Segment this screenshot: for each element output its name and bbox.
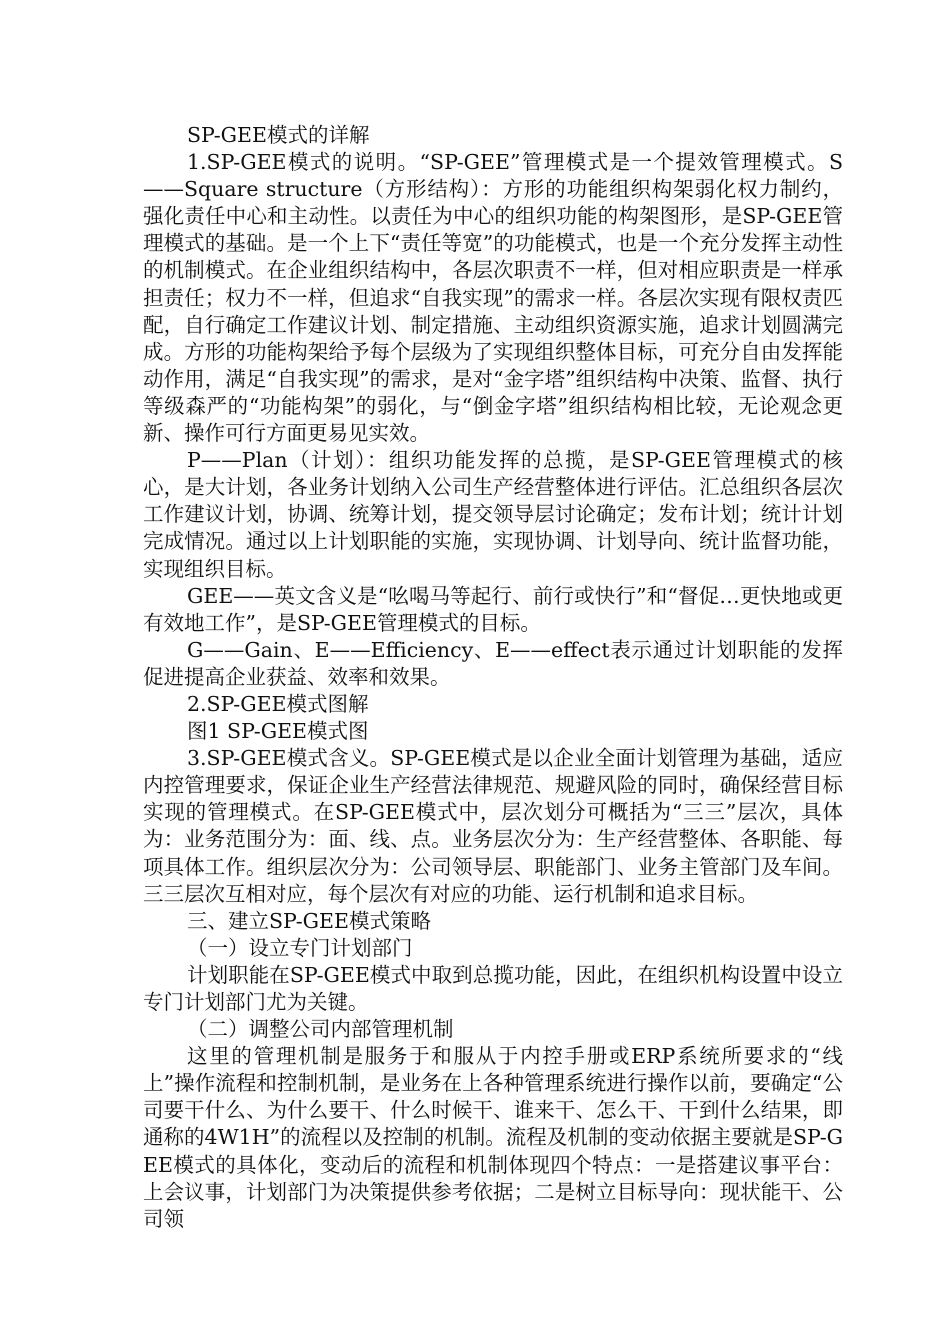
subheading: （一）设立专门计划部门: [187, 935, 413, 960]
paragraph: 3.SP-GEE模式含义。SP-GEE模式是以企业全面计划管理为基础，适应内控管理要求，保证企业生产经营法律规范、规避风险的同时，确保经营目标实现的管理模式。在SP-GEE模式中，层次划分可概括为“三三”层次，具体为：业务范围分为：面、线、点。业务层次分为：生产经营整体、各职能、每项具体工作。组织层次分为：公司领导层、职能部门、业务主管部门及车间。三三层次互相对应，每个层次有对应的功能、运行机制和追求目标。: [143, 746, 843, 906]
section-heading: SP-GEE模式的详解: [187, 123, 370, 147]
section-heading: 三、建立SP-GEE模式策略: [187, 908, 431, 933]
figure-caption: 图1 SP-GEE模式图: [187, 719, 369, 744]
paragraph: 这里的管理机制是服务于和服从于内控手册或ERP系统所要求的“线上”操作流程和控制机制，是业务在上各种管理系统进行操作以前，要确定“公司要干什么、为什么要干、什么时候干、谁来干、怎么干、干到什么结果，即通称的4W1H”的流程以及控制的机制。流程及机制的变动依据主要就是SP-GEE模式的具体化，变动后的流程和机制体现四个特点：一是搭建议事平台：上会议事，计划部门为决策提供参考依据；二是树立目标导向：现状能干、公司领: [143, 1044, 843, 1231]
subheading: 2.SP-GEE模式图解: [187, 691, 369, 716]
document-body: [143, 122, 843, 1233]
paragraph: G——Gain、E——Efficiency、E——effect表示通过计划职能的发挥促进提高企业获益、效率和效果。: [143, 637, 843, 689]
paragraph: GEE——英文含义是“吆喝马等起行、前行或快行”和“督促…更快地或更有效地工作”，是SP-GEE管理模式的目标。: [143, 583, 843, 635]
subheading: （二）调整公司内部管理机制: [187, 1017, 454, 1042]
paragraph: 计划职能在SP-GEE模式中取到总揽功能，因此，在组织机构设置中设立专门计划部门尤为关键。: [143, 962, 843, 1014]
paragraph: 1.SP-GEE模式的说明。“SP-GEE”管理模式是一个提效管理模式。S——Square structure（方形结构）：方形的功能组织构架弱化权力制约，强化责任中心和主动性。以责任为中心的组织功能的构架图形，是SP-GEE管理模式的基础。是一个上下“责任等宽”的功能模式，也是一个充分发挥主动性的机制模式。在企业组织结构中，各层次职责不一样，但对相应职责是一样承担责任；权力不一样，但追求“自我实现”的需求一样。各层次实现有限权责匹配，自行确定工作建议计划、制定措施、主动组织资源实施，追求计划圆满完成。方形的功能构架给予每个层级为了实现组织整体目标，可充分自由发挥能动作用，满足“自我实现”的需求，是对“金字塔”组织结构中决策、监督、执行等级森严的“功能构架”的弱化，与“倒金字塔”组织结构相比较，无论观念更新、操作可行方面更易见实效。: [143, 150, 843, 446]
paragraph: P——Plan（计划）：组织功能发挥的总揽，是SP-GEE管理模式的核心，是大计划，各业务计划纳入公司生产经营整体进行评估。汇总组织各层次工作建议计划，协调、统筹计划，提交领导层讨论确定；发布计划；统计计划完成情况。通过以上计划职能的实施，实现协调、计划导向、统计监督功能，实现组织目标。: [143, 448, 843, 581]
